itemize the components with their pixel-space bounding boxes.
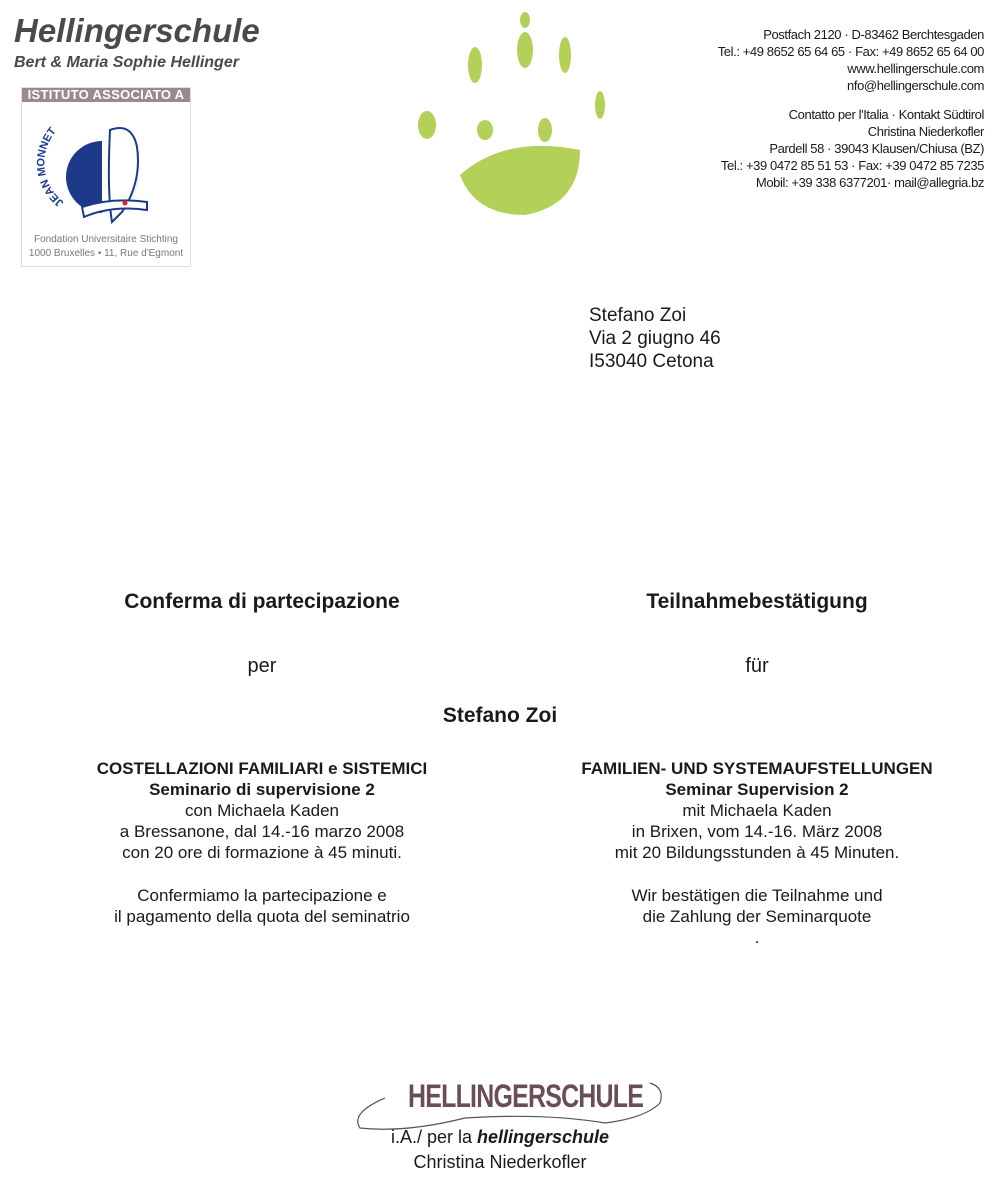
confirm-line: Confermiamo la partecipazione e — [137, 886, 387, 905]
contact-line: Postfach 2120 · D-83462 Berchtesgaden — [763, 27, 984, 42]
italian-title: Conferma di partecipazione — [124, 590, 400, 613]
contact-line: Tel.: +49 8652 65 64 65 · Fax: +49 8652 65 64 00 — [717, 44, 984, 59]
german-title: Teilnahmebestätigung — [646, 590, 868, 613]
signature-line — [0, 1127, 1000, 1148]
recipient-city: I53040 Cetona — [589, 351, 714, 372]
italian-details — [52, 758, 472, 927]
email-link[interactable]: nfo@hellingerschule.com — [847, 78, 984, 93]
course-title: FAMILIEN- UND SYSTEMAUFSTELLUNGEN — [581, 759, 933, 778]
signature-prefix: i.A./ per la — [390, 1127, 477, 1147]
badge-line-1: Fondation Universitaire Stichting — [34, 234, 178, 245]
seminar-name: Seminario di supervisione 2 — [149, 780, 375, 799]
german-details — [547, 758, 967, 948]
company-stamp: HELLINGERSCHULE — [408, 1078, 644, 1114]
signatory-name: Christina Niederkofler — [413, 1152, 587, 1172]
website-link[interactable]: www.hellingerschule.com — [847, 61, 984, 76]
seminar-name: Seminar Supervision 2 — [665, 780, 849, 799]
brand-title: Hellingerschule — [14, 12, 260, 49]
confirm-line: . — [754, 928, 760, 947]
italian-per: per — [247, 655, 277, 677]
contact-line: Contatto per l'Italia · Kontakt Südtirol — [788, 107, 984, 122]
logo-text — [35, 125, 66, 209]
detail-line: mit Michaela Kaden — [682, 801, 832, 820]
contact-line: Mobil: +39 338 6377201· mail@allegria.bz — [755, 175, 984, 190]
contact-line: Christina Niederkofler — [867, 124, 984, 139]
detail-line: in Brixen, vom 14.-16. März 2008 — [631, 822, 883, 841]
logo-text-path: JEAN MONNET — [35, 125, 66, 209]
detail-line: mit 20 Bildungsstunden à 45 Minuten. — [614, 843, 900, 862]
signature-org: hellingerschule — [477, 1127, 610, 1147]
handprint-image — [405, 5, 615, 225]
confirm-line: Wir bestätigen die Teilnahme und — [631, 886, 883, 905]
badge-title: ISTITUTO ASSOCIATO A — [22, 88, 190, 102]
brand-subtitle: Bert & Maria Sophie Hellinger — [14, 54, 239, 71]
german-fur: für — [745, 655, 769, 677]
detail-line: con 20 ore di formazione à 45 minuti. — [122, 843, 402, 862]
course-title: COSTELLAZIONI FAMILIARI e SISTEMICI — [96, 759, 428, 778]
detail-line: con Michaela Kaden — [184, 801, 340, 820]
participant-name: Stefano Zoi — [442, 704, 558, 727]
confirm-line: die Zahlung der Seminarquote — [642, 907, 872, 926]
confirm-line: il pagamento della quota del seminatrio — [114, 907, 410, 926]
badge-line-2: 1000 Bruxelles • 11, Rue d'Egmont — [28, 248, 184, 259]
contact-italy-block — [721, 106, 984, 191]
institute-badge — [21, 87, 191, 267]
recipient-address — [589, 304, 721, 373]
jean-monnet-logo — [22, 102, 190, 232]
contact-line: Pardell 58 · 39043 Klausen/Chiusa (BZ) — [769, 141, 984, 156]
contact-line: Tel.: +39 0472 85 51 53 · Fax: +39 0472 85 7235 — [720, 158, 984, 173]
recipient-name: Stefano Zoi — [589, 305, 687, 326]
contact-block — [718, 26, 984, 94]
detail-line: a Bressanone, dal 14.-16 marzo 2008 — [119, 822, 405, 841]
recipient-street: Via 2 giugno 46 — [589, 328, 721, 349]
